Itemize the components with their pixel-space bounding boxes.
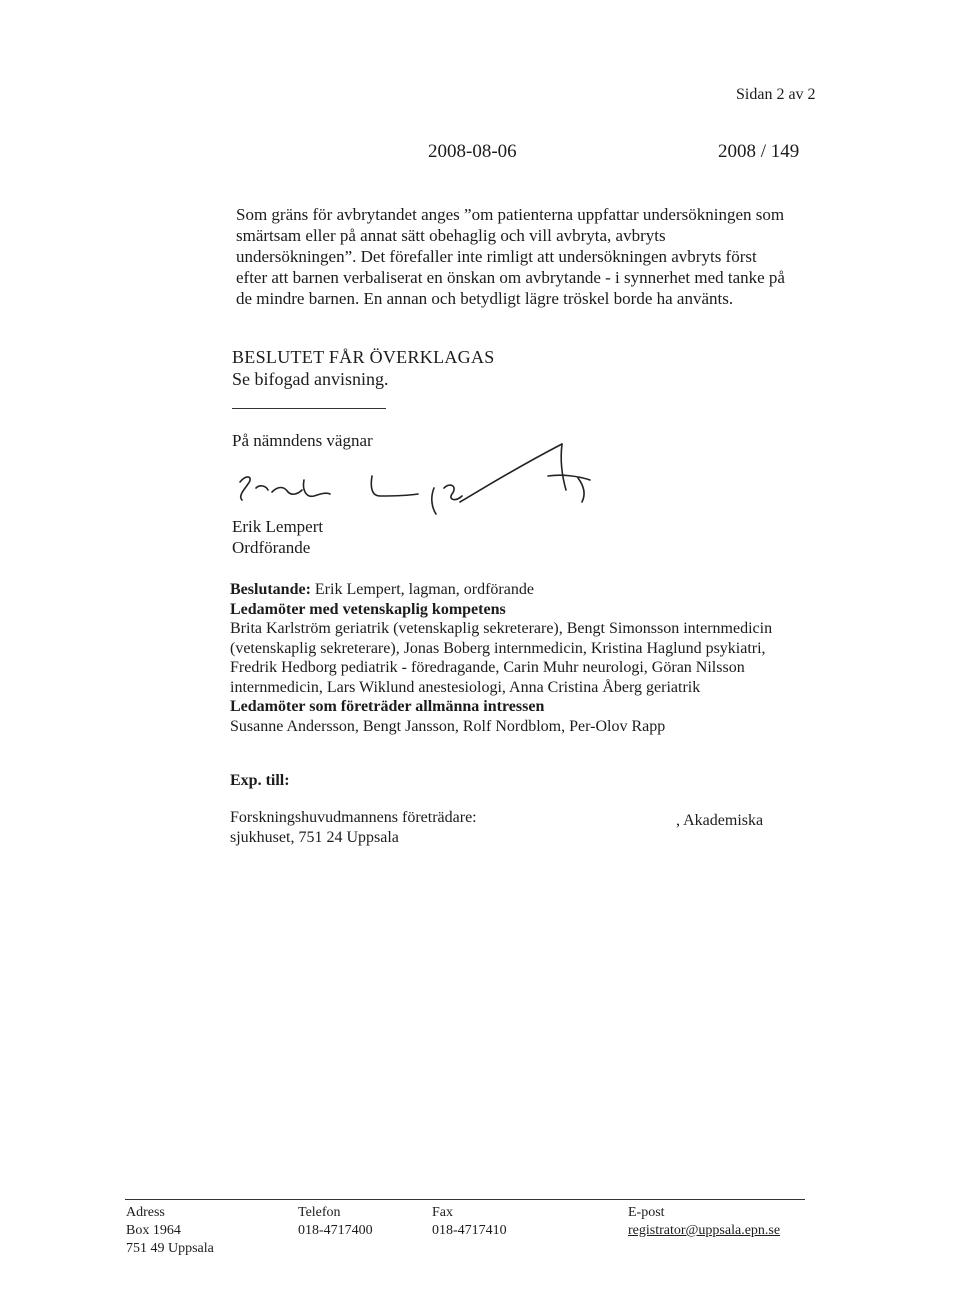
public-members-heading	[230, 697, 772, 717]
page-number: Sidan 2 av 2	[736, 86, 816, 103]
signer-name: Erik Lempert	[232, 517, 324, 536]
appeal-heading: BESLUTET FÅR ÖVERKLAGAS	[232, 347, 495, 367]
phone-label: Telefon	[298, 1205, 341, 1220]
address-line: 751 49 Uppsala	[126, 1241, 214, 1256]
document-number: 2008 / 149	[718, 141, 800, 162]
public-members-text: Susanne Andersson, Bengt Jansson, Rolf Nordblom, Per-Olov Rapp	[230, 717, 666, 735]
decided-by-label: Beslutande:	[230, 581, 311, 598]
paragraph-line: undersökningen”. Det förefaller inte rimligt att undersökningen avbryts först	[236, 247, 757, 266]
member-line: internmedicin, Lars Wiklund anestesiologi, Anna Cristina Åberg geriatrik	[230, 678, 701, 696]
signer-block	[232, 516, 323, 558]
distribution-address: sjukhuset, 751 24 Uppsala	[230, 829, 399, 846]
paragraph-line: Som gräns för avbrytandet anges ”om patienterna uppfattar undersökningen som	[236, 205, 785, 224]
email-link[interactable]: registrator@uppsala.epn.se	[628, 1223, 781, 1238]
fax-number: 018-4717410	[432, 1223, 507, 1238]
document-date: 2008-08-06	[428, 141, 517, 162]
footer-email	[628, 1204, 780, 1240]
paragraph-line: smärtsam eller på annat sätt obehaglig och vill avbryta, avbryts	[236, 226, 666, 245]
decided-by-text: Erik Lempert, lagman, ordförande	[314, 581, 534, 598]
scientific-members-heading	[230, 600, 772, 620]
scientific-members-label: Ledamöter med vetenskaplig kompetens	[230, 600, 506, 618]
member-line: Fredrik Hedborg pediatrik - föredragande, Carin Muhr neurologi, Göran Nilsson	[230, 659, 745, 676]
appeal-text: Se bifogad anvisning.	[232, 369, 389, 389]
distribution-label: Exp. till:	[230, 772, 290, 789]
member-line: Brita Karlström geriatrik (vetenskaplig sekreterare), Bengt Simonsson internmedicin	[230, 620, 773, 637]
decision-makers	[230, 580, 772, 736]
footer-address	[126, 1204, 214, 1258]
distribution-line-continued: , Akademiska	[676, 812, 764, 829]
address-label: Adress	[126, 1205, 165, 1220]
footer-phone	[298, 1204, 373, 1240]
fax-label: Fax	[432, 1205, 453, 1220]
paragraph-line: efter att barnen verbaliserat en önskan om avbrytande - i synnerhet med tanke på	[236, 268, 785, 287]
paragraph-line: de mindre barnen. En annan och betydligt lägre tröskel borde ha använts.	[236, 289, 734, 308]
distribution-line: Forskningshuvudmannens företrädare:	[230, 809, 477, 826]
footer-fax	[432, 1204, 507, 1240]
public-members-label: Ledamöter som företräder allmänna intressen	[230, 698, 545, 715]
on-behalf-label: På nämndens vägnar	[232, 431, 373, 450]
decision-paragraph	[236, 204, 836, 309]
signer-title: Ordförande	[232, 538, 311, 557]
phone-number: 018-4717400	[298, 1223, 373, 1238]
member-line: (vetenskaplig sekreterare), Jonas Boberg internmedicin, Kristina Haglund psykiatri,	[230, 639, 766, 657]
separator-line	[232, 408, 386, 409]
address-line: Box 1964	[126, 1223, 181, 1238]
email-label: E-post	[628, 1205, 665, 1220]
footer-rule	[125, 1199, 805, 1200]
decided-by-row	[230, 580, 772, 600]
